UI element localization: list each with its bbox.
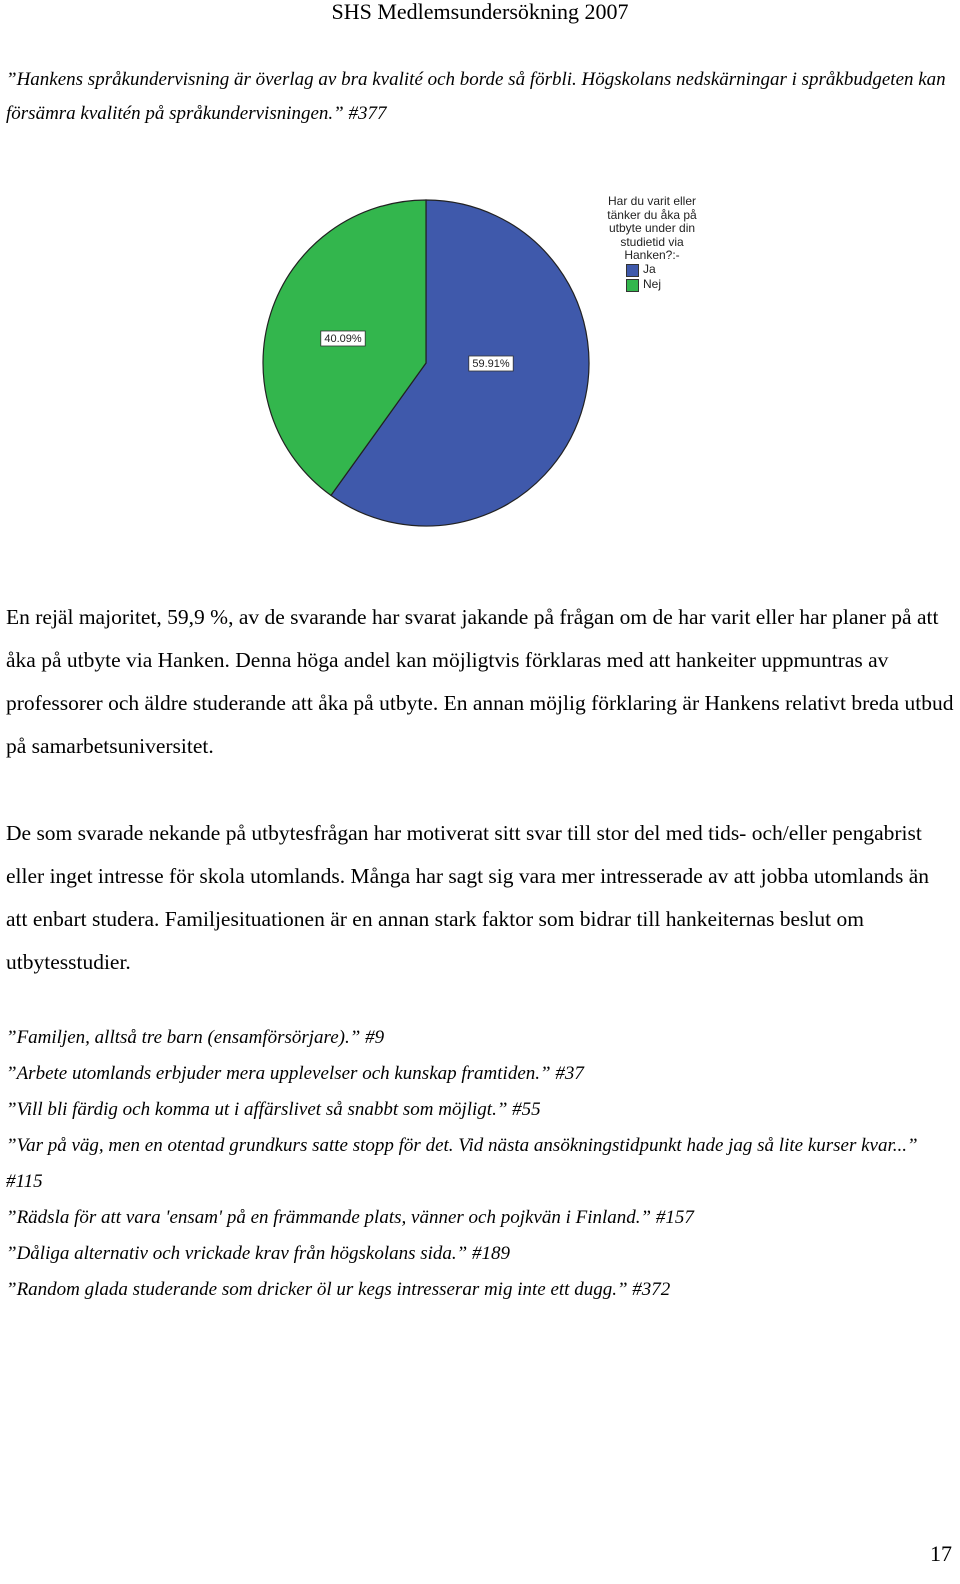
legend-item-ja xyxy=(626,263,700,278)
svg-text:59.91%: 59.91% xyxy=(472,358,510,370)
paragraph-majority: En rejäl majoritet, 59,9 %, av de svarande har svarat jakande på frågan om de har varit eller har planer på att åka på utbyte via Hanken. Denna höga andel kan möjligtvis förklaras med att hankeiter uppmuntras av professorer och äldre studerande att åka på utbyte. En annan möjlig förklaring är Hankens relativt breda utbud på samarbetsuniversitet. xyxy=(6,605,954,758)
quote-item: ”Vill bli färdig och komma ut i affärslivet så snabbt som möjligt.” #55 xyxy=(6,1099,541,1120)
legend-swatch-ja xyxy=(626,264,639,277)
pie-chart-svg xyxy=(0,190,960,550)
quote-item: ”Familjen, alltså tre barn (ensamförsörjare).” #9 xyxy=(6,1027,385,1048)
quote-item: ”Random glada studerande som dricker öl ur kegs intresserar mig inte ett dugg.” #372 xyxy=(6,1279,671,1300)
legend-item-nej xyxy=(626,278,700,293)
legend-swatch-nej xyxy=(626,279,639,292)
slice-label-nej xyxy=(321,331,365,346)
paragraph-nekande: De som svarade nekande på utbytesfrågan har motiverat sitt svar till stor del med tids- och/eller pengabrist eller inget intresse för skola utomlands. Många har sagt sig vara mer intresserade av att jobba utomlands än att enbart studera. Familjesituationen är en annan stark faktor som bidrar till hankeiternas beslut om utbytesstudier. xyxy=(6,821,930,974)
page-header: SHS Medlemsundersökning 2007 xyxy=(331,0,629,24)
quote-item: ”Dåliga alternativ och vrickade krav från högskolans sida.” #189 xyxy=(6,1243,510,1264)
quote-list xyxy=(6,1020,954,1308)
quote-item: ”Var på väg, men en otentad grundkurs satte stopp för det. Vid nästa ansökningstidpunkt hade jag så lite kurser kvar...” #115 xyxy=(6,1135,918,1192)
slice-label-ja xyxy=(469,356,513,371)
quote-item: ”Rädsla för att vara 'ensam' på en främmande plats, vänner och pojkvän i Finland.” #157 xyxy=(6,1207,694,1228)
intro-quote: ”Hankens språkundervisning är överlag av bra kvalité och borde så förbli. Högskolans nedskärningar i språkbudgeten kan försämra kvalitén på språkundervisningen.” #377 xyxy=(6,69,946,124)
pie-chart xyxy=(0,190,960,550)
chart-legend xyxy=(604,195,700,293)
quote-item: ”Arbete utomlands erbjuder mera upplevelser och kunskap framtiden.” #37 xyxy=(6,1063,584,1084)
legend-label-nej: Nej xyxy=(643,277,662,292)
svg-text:40.09%: 40.09% xyxy=(324,333,362,345)
legend-label-ja: Ja xyxy=(643,262,656,277)
legend-title: Har du varit eller tänker du åka på utbyte under din studietid via Hanken?:- xyxy=(607,194,697,262)
page-number: 17 xyxy=(930,1541,952,1566)
